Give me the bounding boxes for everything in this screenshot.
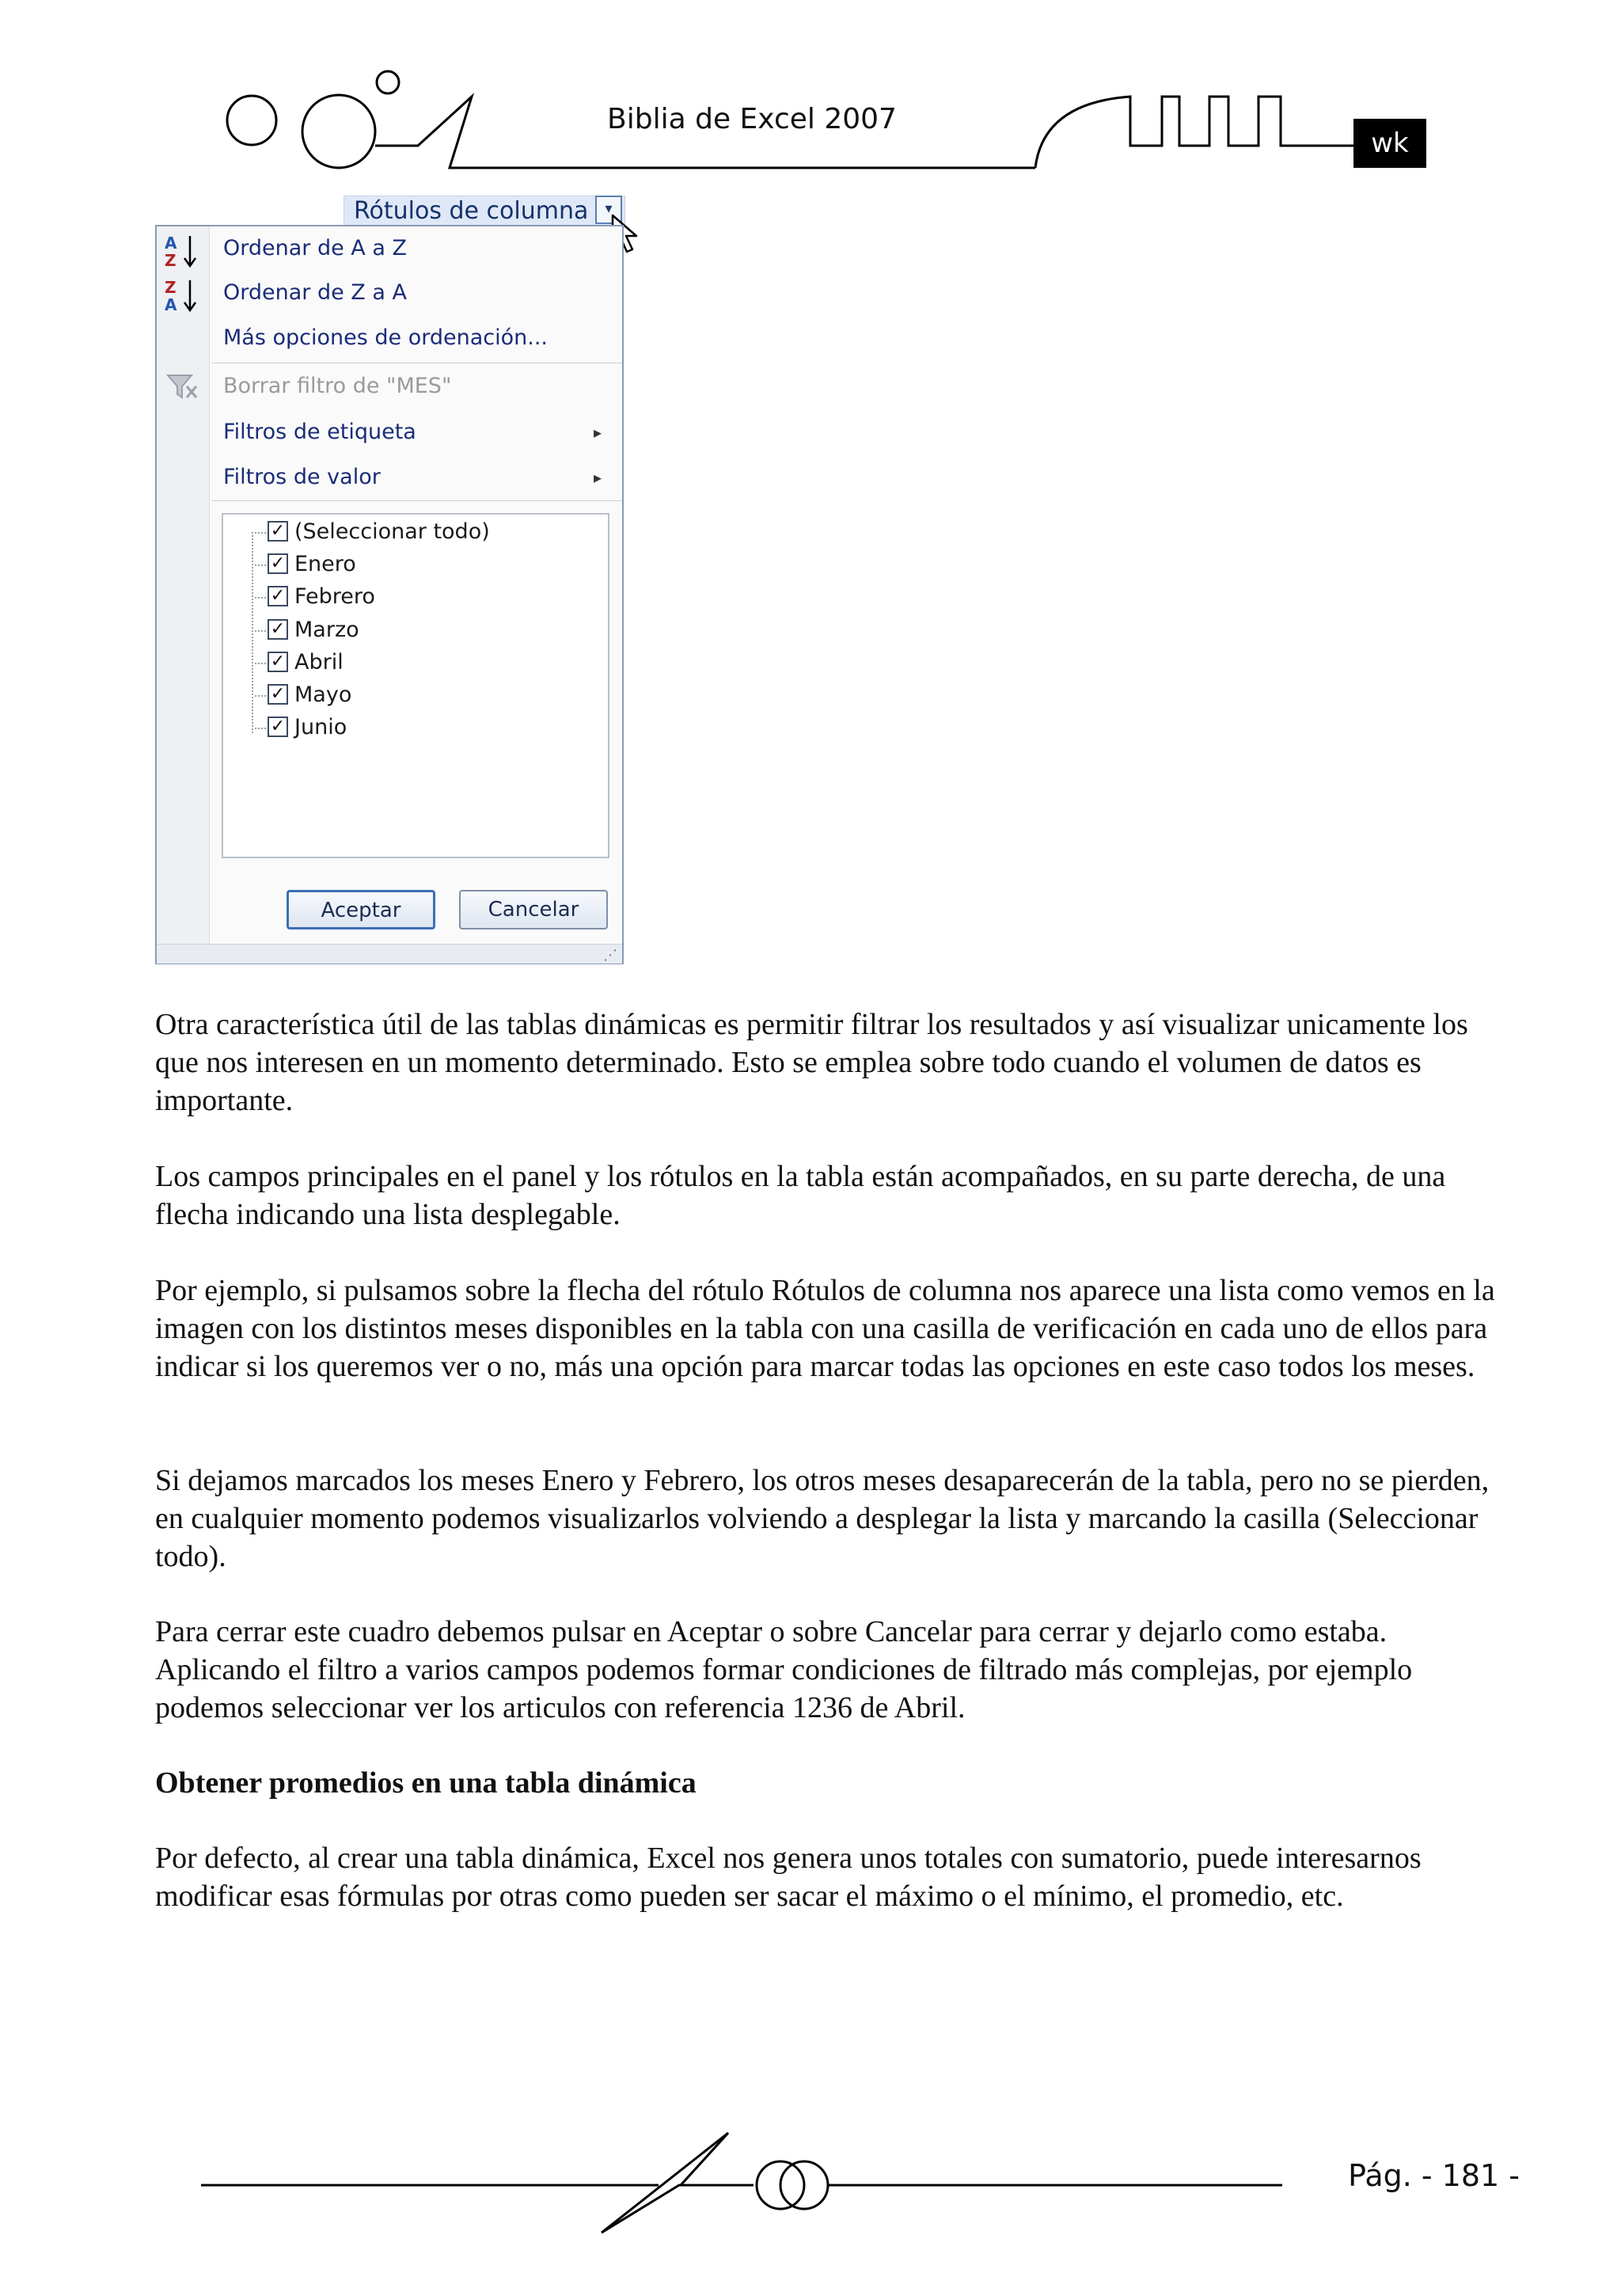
body-paragraph: Por ejemplo, si pulsamos sobre la flecha del rótulo Rótulos de columna nos aparece una lista como vemos en la imagen con los distintos meses disponibles en la tabla con una casilla de verificación en cada uno de ellos para indicar si los queremos ver o no, más una opción para marcar todas las opciones en este caso todos los meses. bbox=[155, 1274, 1495, 1383]
body-paragraph: Otra característica útil de las tablas dinámicas es permitir filtrar los resultados y así visualizar unicamente los que nos interesen en un momento determinado. Esto se emplea sobre todo cuando el volumen de datos es importante. bbox=[155, 1008, 1468, 1117]
dropdown-arrow-button[interactable]: ▾ bbox=[595, 196, 622, 224]
tree-branch bbox=[255, 564, 266, 566]
check-item-febrero[interactable] bbox=[255, 581, 587, 613]
sort-za-icon bbox=[163, 276, 201, 317]
menu-value-filters[interactable]: Filtros de valor bbox=[223, 465, 381, 489]
menu-more-sort-options[interactable]: Más opciones de ordenación... bbox=[223, 325, 548, 350]
resize-bar bbox=[157, 944, 622, 964]
section-heading: Obtener promedios en una tabla dinámica bbox=[155, 1766, 697, 1800]
check-item-enero[interactable] bbox=[255, 549, 587, 580]
wk-badge: wk bbox=[1353, 119, 1426, 168]
check-item-label: Junio bbox=[294, 715, 347, 739]
svg-text:A: A bbox=[165, 234, 177, 253]
menu-separator bbox=[212, 500, 622, 501]
check-item-select-all[interactable] bbox=[255, 516, 587, 548]
tree-branch bbox=[255, 630, 266, 632]
sort-az-icon bbox=[163, 231, 201, 272]
svg-text:A: A bbox=[165, 295, 177, 314]
page-number: Pág. - 181 - bbox=[1348, 2158, 1520, 2193]
svg-text:Z: Z bbox=[165, 278, 177, 297]
body-paragraph: Por defecto, al crear una tabla dinámica, Excel nos genera unos totales con sumatorio, puede interesarnos modificar esas fórmulas por otras como pueden ser sacar el máximo o el mínimo, el promedio, etc. bbox=[155, 1842, 1422, 1913]
check-item-label: Marzo bbox=[294, 618, 359, 642]
tree-branch bbox=[255, 728, 266, 729]
check-item-junio[interactable] bbox=[255, 712, 587, 743]
submenu-arrow-icon: ▸ bbox=[594, 423, 602, 442]
check-item-marzo[interactable] bbox=[255, 614, 587, 646]
icon-gutter bbox=[157, 226, 210, 944]
check-item-label: Abril bbox=[294, 650, 344, 675]
body-paragraph: Si dejamos marcados los meses Enero y Febrero, los otros meses desaparecerán de la tabla, pero no se pierden, en cualquier momento podemos visualizarlos volviendo a desplegar la lista y marcando la casilla (Seleccionar todo). bbox=[155, 1464, 1490, 1573]
tree-branch bbox=[255, 597, 266, 599]
menu-clear-filter: Borrar filtro de "MES" bbox=[223, 374, 452, 398]
menu-sort-z-a[interactable]: Ordenar de Z a A bbox=[223, 280, 407, 305]
checkbox-checked-icon[interactable]: ✓ bbox=[268, 521, 288, 542]
accept-button[interactable]: Aceptar bbox=[287, 890, 435, 929]
checkbox-checked-icon[interactable]: ✓ bbox=[268, 717, 288, 737]
checkbox-checked-icon[interactable]: ✓ bbox=[268, 619, 288, 640]
svg-text:Z: Z bbox=[165, 251, 177, 270]
clear-filter-icon bbox=[163, 369, 201, 404]
check-item-label: Enero bbox=[294, 552, 356, 576]
tree-branch bbox=[255, 695, 266, 697]
menu-sort-a-z[interactable]: Ordenar de A a Z bbox=[223, 236, 407, 260]
check-item-label: Mayo bbox=[294, 682, 352, 707]
menu-label-filters[interactable]: Filtros de etiqueta bbox=[223, 420, 416, 444]
cancel-button[interactable]: Cancelar bbox=[459, 890, 608, 929]
body-paragraph: Los campos principales en el panel y los rótulos en la tabla están acompañados, en su parte derecha, de una flecha indicando una lista desplegable. bbox=[155, 1160, 1446, 1231]
checkbox-checked-icon[interactable]: ✓ bbox=[268, 553, 288, 574]
column-labels-header[interactable]: Rótulos de columna bbox=[344, 196, 625, 227]
footer-decoration bbox=[0, 2106, 1621, 2296]
body-paragraph: Para cerrar este cuadro debemos pulsar en Aceptar o sobre Cancelar para cerrar y dejarlo como estaba. Aplicando el filtro a varios campos podemos formar condiciones de filtrado más complejas, por ejemplo podemos seleccionar ver los articulos con referencia 1236 de Abril. bbox=[155, 1615, 1413, 1724]
check-item-label: (Seleccionar todo) bbox=[294, 519, 490, 544]
check-item-mayo[interactable] bbox=[255, 679, 587, 711]
check-item-abril[interactable] bbox=[255, 647, 587, 679]
tree-branch bbox=[255, 532, 266, 534]
resize-grip-icon[interactable]: ⋰ bbox=[603, 947, 617, 964]
checkbox-checked-icon[interactable]: ✓ bbox=[268, 684, 288, 705]
running-header-title: Biblia de Excel 2007 bbox=[607, 103, 897, 135]
checkbox-checked-icon[interactable]: ✓ bbox=[268, 586, 288, 606]
checkbox-checked-icon[interactable]: ✓ bbox=[268, 652, 288, 672]
tree-branch bbox=[255, 663, 266, 664]
submenu-arrow-icon: ▸ bbox=[594, 468, 602, 487]
check-item-label: Febrero bbox=[294, 584, 375, 609]
